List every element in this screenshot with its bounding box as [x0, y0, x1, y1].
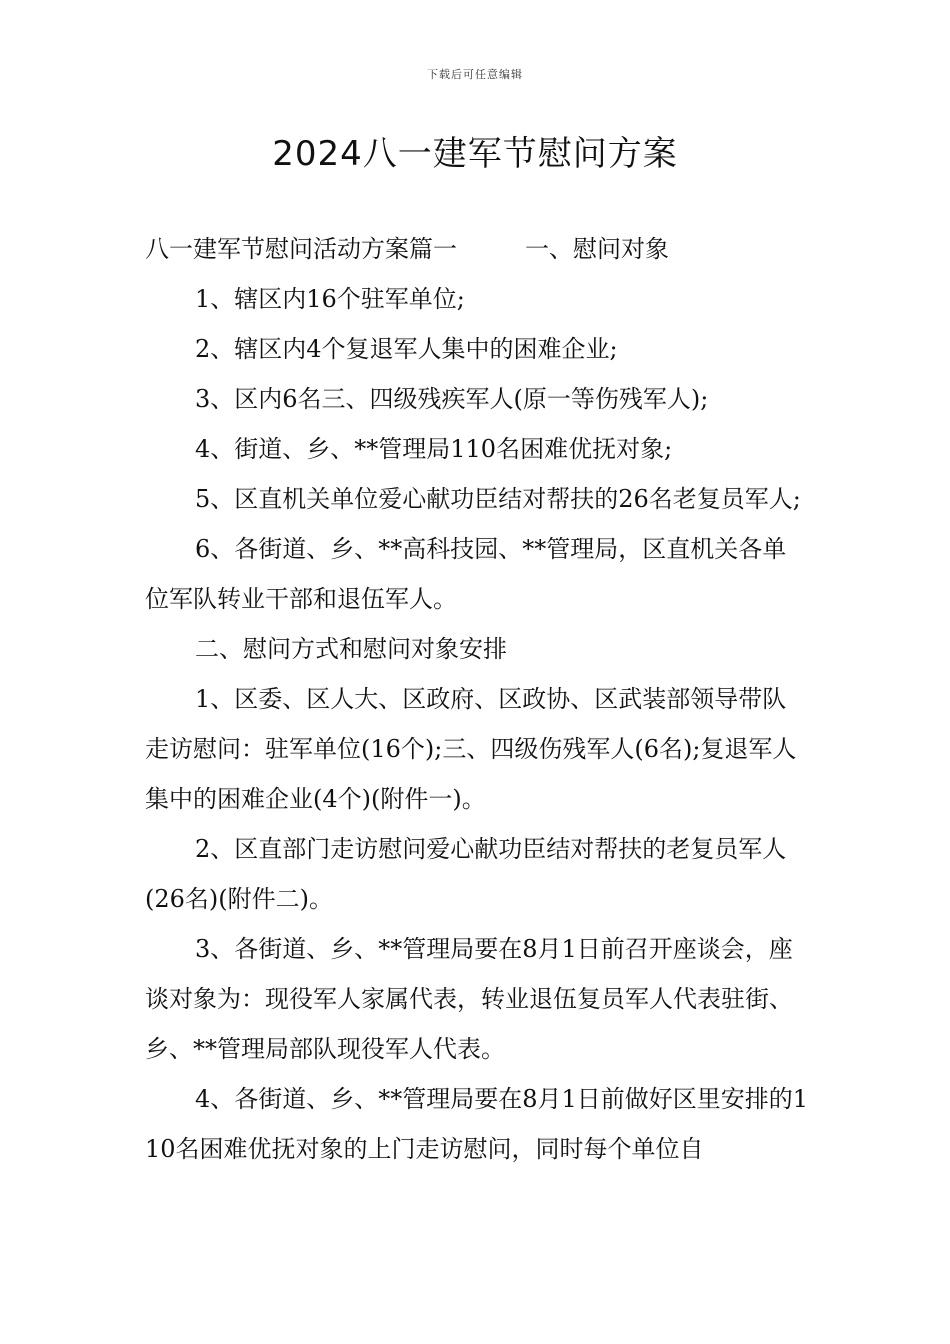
paragraph-7: 1、区委、区人大、区政府、区政协、区武装部领导带队走访慰问：驻军单位(16个);三、四级伤残军人(6名);复退军人集中的困难企业(4个)(附件一)。 — [145, 685, 797, 813]
paragraph-1: 1、辖区内16个驻军单位; — [195, 285, 465, 313]
header-note: 下载后可任意编辑 — [427, 68, 523, 81]
paragraph-8: 2、区直部门走访慰问爱心献功臣结对帮扶的老复员军人(26名)(附件二)。 — [145, 835, 787, 913]
paragraph-10: 4、各街道、乡、**管理局要在8月1日前做好区里安排的110名困难优抚对象的上门走访慰问，同时每个单位自 — [145, 1085, 809, 1163]
section-heading-2: 二、慰问方式和慰问对象安排 — [195, 635, 507, 663]
section-heading-1: 一、慰问对象 — [525, 235, 669, 263]
paragraph-6: 6、各街道、乡、**高科技园、**管理局，区直机关各单位军队转业干部和退伍军人。 — [145, 535, 787, 613]
intro-paragraph — [145, 224, 810, 274]
paragraph-5: 5、区直机关单位爱心献功臣结对帮扶的26名老复员军人; — [195, 485, 801, 513]
paragraph-2: 2、辖区内4个复退军人集中的困难企业; — [195, 335, 618, 363]
document-body — [145, 224, 810, 1174]
paragraph-9: 3、各街道、乡、**管理局要在8月1日前召开座谈会，座谈对象为：现役军人家属代表，转业退伍复员军人代表驻街、乡、**管理局部队现役军人代表。 — [145, 935, 793, 1063]
paragraph-4: 4、街道、乡、**管理局110名困难优抚对象; — [195, 435, 673, 463]
document-title: 2024八一建军节慰问方案 — [272, 134, 678, 174]
paragraph-3: 3、区内6名三、四级残疾军人(原一等伤残军人); — [195, 385, 709, 413]
intro-lead: 八一建军节慰问活动方案篇一 — [145, 235, 457, 263]
